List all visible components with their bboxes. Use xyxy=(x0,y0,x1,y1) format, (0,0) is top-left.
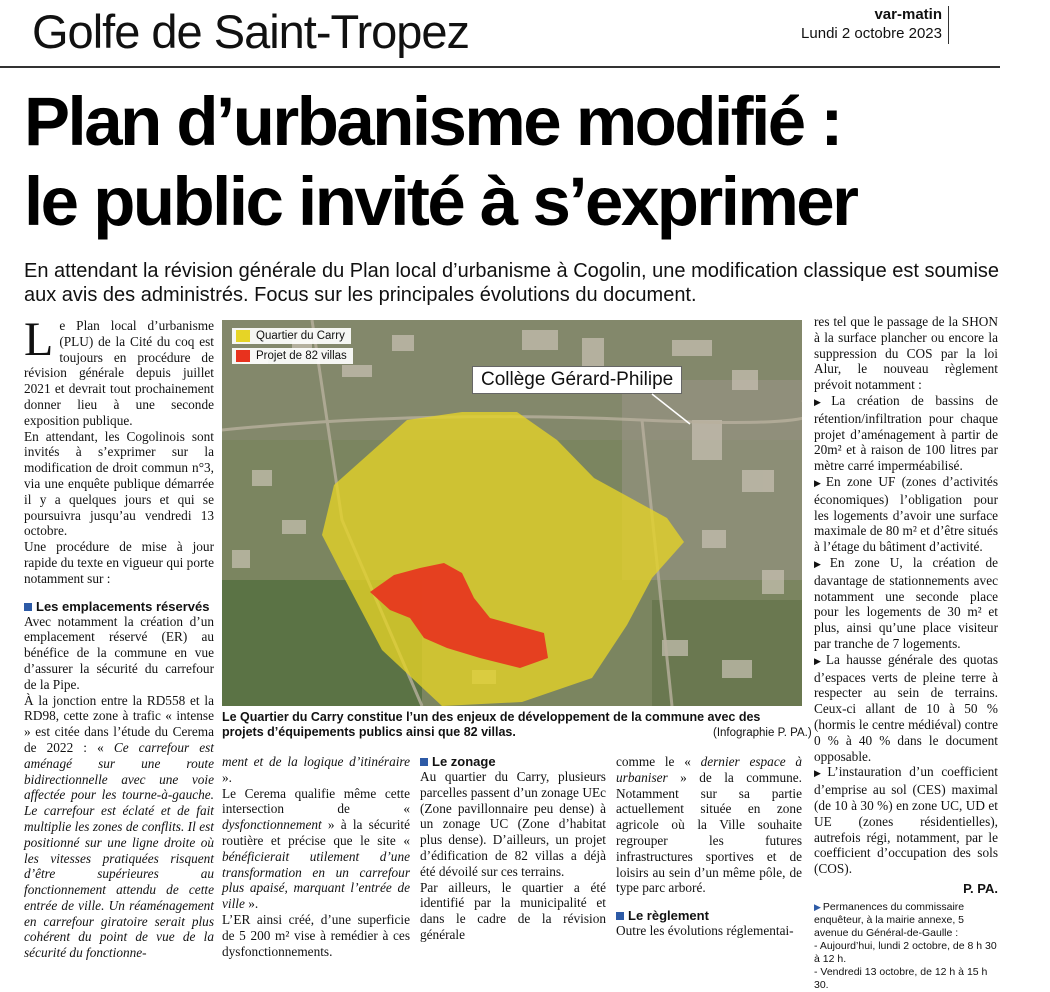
text: ». xyxy=(244,896,259,912)
text: » de la commune. Notamment sur sa partie actuellement située en zone agricole où la Ville souhaite regrouper les futures infrastructures sportives et de loisirs au sein d’un même pôle, de type parc arboré. xyxy=(616,769,802,896)
paragraph: L’ER ainsi créé, d’une superficie de 5 200 m² vise à remédier à ces dysfonctionnements. xyxy=(222,911,410,959)
square-bullet-icon xyxy=(616,912,624,920)
column-2 xyxy=(222,754,410,959)
quote-text: dysfonctionnement xyxy=(222,817,322,833)
square-bullet-icon xyxy=(24,603,32,611)
subhead-text: Le règlement xyxy=(628,908,709,924)
bullet-item xyxy=(814,764,998,877)
legend-label: Projet de 82 villas xyxy=(256,350,347,362)
arrow-bullet-icon: ▶ xyxy=(814,655,824,666)
bullet-item xyxy=(814,393,998,474)
info-line: - Aujourd’hui, lundi 2 octobre, de 8 h 30 à 12 h. xyxy=(814,939,997,965)
bullet-item xyxy=(814,555,998,652)
arrow-bullet-icon: ▶ xyxy=(814,477,824,488)
paragraph: Avec notamment la création d’un emplacement réservé (ER) au bénéfice de la commune en vue d’assurer la sécurité du carrefour de la Pipe. xyxy=(24,613,214,692)
college-label: Collège Gérard-Philipe xyxy=(472,366,682,394)
text: En zone U, la création de davantage de stationnements avec notamment une seconde place pour les logements de 30 m² et plus, ainsi qu’une place visiteur par tranche de 7 logements. xyxy=(814,554,998,651)
map-infographic xyxy=(222,320,802,706)
text: comme le « xyxy=(616,754,701,769)
subhead xyxy=(24,599,214,614)
quote-text: Ce carrefour est aménagé sur une route bidirectionnelle avec une voie affectée pour les tourne-à-gauche. Le carrefour est éclaté et de fait multiplie les zones de conflits. Il est positionné sur une ligne droite où les vitesses pratiquées risquent d’être supérieures au fonctionnement attendu de cette entrée de ville. Un réaménagement en carrefour giratoire serait plus cohérent du point de vue de la sécurité du fonctionne- xyxy=(24,739,215,961)
bullet-item xyxy=(814,652,998,765)
paragraph: En attendant, les Cogolinois sont invités à s’exprimer sur la modification de droit commun n°3, via une enquête publique démarrée il y a quelques jours et qui se poursuivra jusqu’au vendredi 13 octobre. xyxy=(24,428,214,539)
subhead xyxy=(420,754,606,769)
header-rule xyxy=(0,66,1000,68)
subhead xyxy=(616,908,802,923)
text: Permanences du commissaire enquêteur, à la mairie annexe, 5 avenue du Général-de-Gaulle : xyxy=(814,900,965,939)
column-3 xyxy=(420,742,606,943)
article-deck: En attendant la révision générale du Plan local d’urbanisme à Cogolin, une modification classique est soumise aux avis des administrés. Focus sur les principales évolutions du document. xyxy=(24,260,1000,306)
arrow-bullet-icon: ▶ xyxy=(814,396,830,407)
quote-text: bénéficierait utilement d’une transformation en un carrefour plus apaisé, marquant l’entrée de ville xyxy=(222,848,410,912)
text: ». xyxy=(222,769,232,785)
paragraph xyxy=(222,786,410,912)
text: La hausse générale des quotas d’espaces verts de pleine terre à respecter au sein de terrains. Ceux-ci allant de 10 à 50 % (hormis le centre médiéval) contre 0 % à 40 % dans le document opposable. xyxy=(814,651,998,764)
paragraph: Par ailleurs, le quartier a été identifié par la municipalité et dans le cadre de la révision générale xyxy=(420,879,606,942)
pointer-line xyxy=(222,320,802,706)
text: En zone UF (zones d’activités économiques) l’obligation pour les logements d’avoir une surface maximale de 80 m² et d’être situés à l’étage du bâtiment d’activité. xyxy=(814,473,998,555)
subhead-text: Les emplacements réservés xyxy=(36,598,210,614)
text: L’instauration d’un coefficient d’emprise au sol (CES) maximal (de 10 à 30 %) en zone UC, UD et UE (zones résidentielles), autrefois régi, notamment, par le coefficient d’occupation des sols (COS). xyxy=(814,764,999,877)
quote-text: ment et de la logique d’itinéraire xyxy=(222,754,410,769)
author-signature: P. PA. xyxy=(963,880,998,896)
info-line: - Vendredi 13 octobre, de 12 h à 15 h 30. xyxy=(814,965,988,991)
paragraph: Outre les évolutions réglementai- xyxy=(616,923,794,939)
caption-text: Le Quartier du Carry constitue l’un des enjeux de développement de la commune avec des projets d’équipements publics ainsi que 82 villas. xyxy=(222,710,761,739)
text: e Plan local d’urbanisme (PLU) de la Cité du coq est toujours en procédure de révision générale depuis juillet 2021 et devrait tout prochainement donner lieu à une seconde exposition publique. xyxy=(24,318,214,428)
arrow-bullet-icon: ▶ xyxy=(814,768,826,779)
permanence-info xyxy=(814,901,998,992)
paragraph: Au quartier du Carry, plusieurs parcelles passent d’un zonage UEc (Zone pavillonnaire peu dense) à un zonage UC (Zone d’habitat plus dense). D’ailleurs, un projet d’édification de 82 villas a déjà été dévoilé sur ces terrains. xyxy=(420,769,606,879)
quote-text: dernier espace à urbaniser xyxy=(616,754,803,785)
section-title: Golfe de Saint-Tropez xyxy=(32,5,470,58)
map-credit: (Infographie P. PA.) xyxy=(713,727,812,739)
paragraph xyxy=(24,693,214,962)
headline xyxy=(24,82,1014,242)
text: » à la sécurité routière et précise que le site « xyxy=(222,817,410,848)
column-5 xyxy=(814,314,998,992)
drop-cap: L xyxy=(24,313,54,366)
column-4 xyxy=(616,754,802,939)
subhead-text: Le zonage xyxy=(432,754,496,769)
bullet-item xyxy=(814,474,998,555)
column-1 xyxy=(24,313,215,961)
paragraph: Une procédure de mise à jour rapide du texte en vigueur qui porte notamment sur : xyxy=(24,539,214,586)
text: Le Cerema qualifie même cette intersection de « xyxy=(222,785,410,817)
paragraph xyxy=(222,754,410,786)
text: La création de bassins de rétention/infiltration pour chaque projet d’aménagement à partir de 20m² et à raison de 100 litres par mètre carré imperméabilisé. xyxy=(814,392,998,474)
arrow-bullet-icon: ▶ xyxy=(814,901,821,912)
text: À la jonction entre la RD558 et la RD98, cette zone à trafic « intense » est citée dans l’étude du Cerema de 2022 : « xyxy=(24,692,214,755)
paragraph xyxy=(24,313,214,429)
newspaper-name: var-matin xyxy=(874,6,942,23)
headline-line-1: Plan d’urbanisme modifié : xyxy=(24,83,841,160)
paragraph: res tel que le passage de la SHON à la surface plancher ou encore la suppression du COS par la loi Alur, le nouveau règlement prévoit notamment : xyxy=(814,314,998,393)
masthead xyxy=(780,6,949,44)
legend-label: Quartier du Carry xyxy=(256,330,345,342)
square-bullet-icon xyxy=(420,758,428,766)
headline-line-2: le public invité à s’exprimer xyxy=(24,163,857,240)
info-line xyxy=(814,901,998,940)
publication-date: Lundi 2 octobre 2023 xyxy=(801,25,942,42)
paragraph xyxy=(616,754,802,896)
arrow-bullet-icon: ▶ xyxy=(814,558,828,569)
